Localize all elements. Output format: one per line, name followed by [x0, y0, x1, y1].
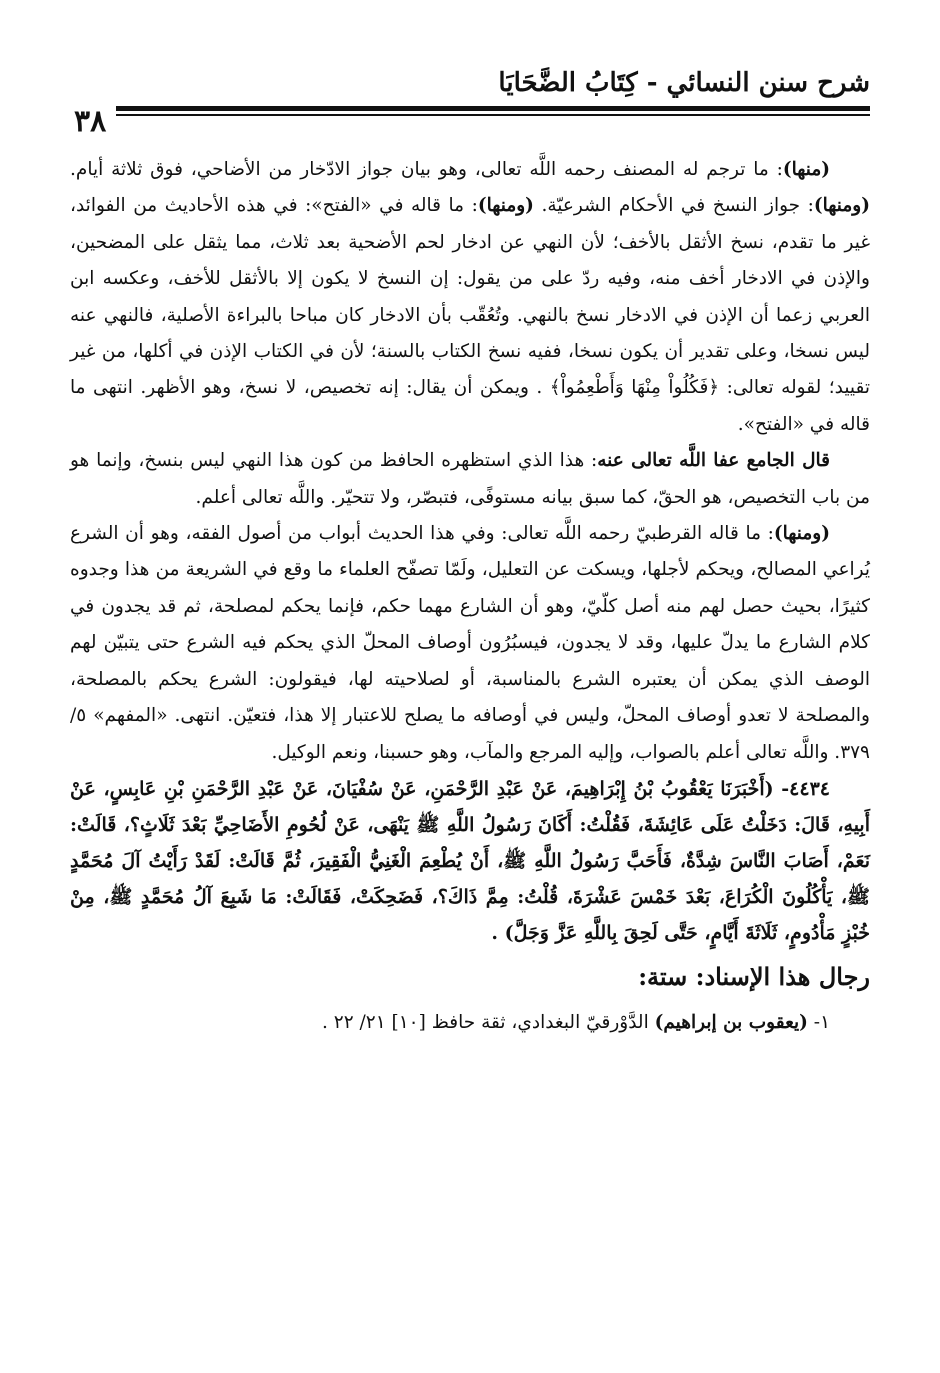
book-page — [70, 60, 870, 1350]
paragraph-fawaid — [70, 152, 870, 443]
hadith-text: ٤٤٣٤- (أَخْبَرَنَا يَعْقُوبُ بْنُ إِبْرَاهِيمَ، عَنْ عَبْدِ الرَّحْمَنِ، عَنْ سُفْيَانَ، عَنْ عَبْدِ الرَّحْمَنِ بْنِ عَابِسٍ، عَنْ أَبِيهِ، قَالَ: دَخَلْتُ عَلَى عَائِشَةَ، فَقُلْتُ: أَكَانَ رَسُولُ اللَّهِ ﷺ يَنْهَى، عَنْ لُحُومِ الأَضَاحِيِّ بَعْدَ ثَلَاثٍ؟، قَالَتْ: نَعَمْ، أَصَابَ النَّاسَ شِدَّةٌ، فَأَحَبَّ رَسُولُ اللَّهِ ﷺ، أَنْ يُطْعِمَ الْغَنِيُّ الْفَقِيرَ، ثُمَّ قَالَتْ: لَقَدْ رَأَيْتُ آلَ مُحَمَّدٍ ﷺ، يَأْكُلُونَ الْكُرَاعَ، بَعْدَ خَمْسَ عَشْرَةَ، قُلْتُ: مِمَّ ذَاكَ؟، فَضَحِكَتْ، فَقَالَتْ: مَا شَبِعَ آلُ مُحَمَّدٍ ﷺ، مِنْ خُبْزٍ مَأْدُومٍ، ثَلَاثَةَ أَيَّامٍ، حَتَّى لَحِقَ بِاللَّهِ عَزَّ وَجَلَّ) . — [70, 777, 870, 944]
narrator-description: الدَّوْرقيّ البغدادي، ثقة حافظ [١٠] ٢١/ ٢٢ . — [322, 1011, 655, 1033]
paragraph-text: : هذا الذي استظهره الحافظ من كون هذا النهي ليس بنسخ، وإنما هو من باب التخصيص، هو الحقّ، كما سبق بيانه مستوفًى، فتبصّر، ولا تتحيّر. واللَّه تعالى أعلم. — [70, 450, 870, 508]
narrator-number: ١- — [813, 1011, 830, 1033]
page-body — [70, 152, 870, 1041]
page-number: ٣٨ — [70, 100, 116, 144]
section-heading-narrators: رجال هذا الإسناد: ستة: — [638, 961, 870, 991]
label-wa-minha: (ومنها) — [477, 195, 534, 217]
paragraph-jami-comment — [70, 443, 870, 516]
label-wa-minha: (ومنها) — [773, 523, 830, 545]
header-rule-thick — [70, 106, 870, 111]
running-title: شرح سنن النسائي - كِتَابُ الضَّحَايَا — [498, 68, 870, 98]
label-qal-al-jami: قال الجامع عفا اللَّه تعالى عنه — [597, 450, 830, 472]
paragraph-text: : ما قاله في «الفتح»: في هذه الأحاديث من الفوائد، غير ما تقدم، نسخ الأثقل بالأخف؛ لأن النهي عن ادخار لحم الأضحية بعد ثلاث، مما يثقل على المضحين، والإذن في الادخار أخف منه، وفيه ردّ على من يقول: إن النسخ لا يكون إلا بالأثقل للأخف، وعكسه ابن العربي زعما أن الإذن في الادخار نسخ بالنهي. وتُعُقّب بأن الادخار كان مباحا بالبراءة الأصلية، فالنهي عنه ليس نسخا، وعلى تقدير أن يكون نسخا، ففيه نسخ الكتاب بالسنة؛ لأن في الكتاب الإذن في أكلها، من غير تقييد؛ لقوله تعالى: ﴿فَكُلُواْ مِنْهَا وَأَطْعِمُواْ﴾ . ويمكن أن يقال: إنه تخصيص، لا نسخ، وهو الأظهر. انتهى ما قاله في «الفتح». — [70, 195, 870, 435]
paragraph-text: : ما ترجم له المصنف رحمه اللَّه تعالى، وهو بيان جواز الادّخار من الأضاحي، فوق ثلاثة أيام. — [70, 159, 783, 180]
narrator-entry — [70, 1005, 870, 1041]
label-wa-minha: (ومنها) — [813, 195, 870, 217]
narrator-name: (يعقوب بن إبراهيم) — [654, 1011, 808, 1033]
paragraph-qurtubi — [70, 516, 870, 771]
header-rule-thin — [70, 114, 870, 116]
paragraph-text: : ما قاله القرطبيّ رحمه اللَّه تعالى: وفي هذا الحديث أبواب من أصول الفقه، وهو أن الشرع يُراعي المصالح، ويحكم لأجلها، ويسكت عن التعليل، ولَمّا تصفّح العلماء ما وقع في الشريعة من هذا وجدوه كثيرًا، بحيث حصل لهم منه أصل كلّيّ، وهو أن الشارع مهما حكم، فإنما يحكم لمصلحة، ثم قد يجدون في كلام الشارع ما يدلّ عليها، وقد لا يجدون، فيسبُرُون أوصاف المحلّ الذي يحكم فيه الشرع حتى يتبيّن لهم الوصف الذي يمكن أن يعتبره الشرع بالمناسبة، أو لصلاحيته لها، فيقولون: الشرع يحكم بالمصلحة، والمصلحة لا تعدو أوصاف المحلّ، وليس في أوصافه ما يصلح للاعتبار إلا هذا، فتعيّن. انتهى. «المفهم» ٥/ ٣٧٩. واللَّه تعالى أعلم بالصواب، وإليه المرجع والمآب، وهو حسبنا، ونعم الوكيل. — [70, 523, 870, 763]
label-minha: (منها) — [782, 159, 830, 180]
page-header — [70, 60, 870, 139]
paragraph-text: : جواز النسخ في الأحكام الشرعيّة. — [533, 195, 814, 217]
